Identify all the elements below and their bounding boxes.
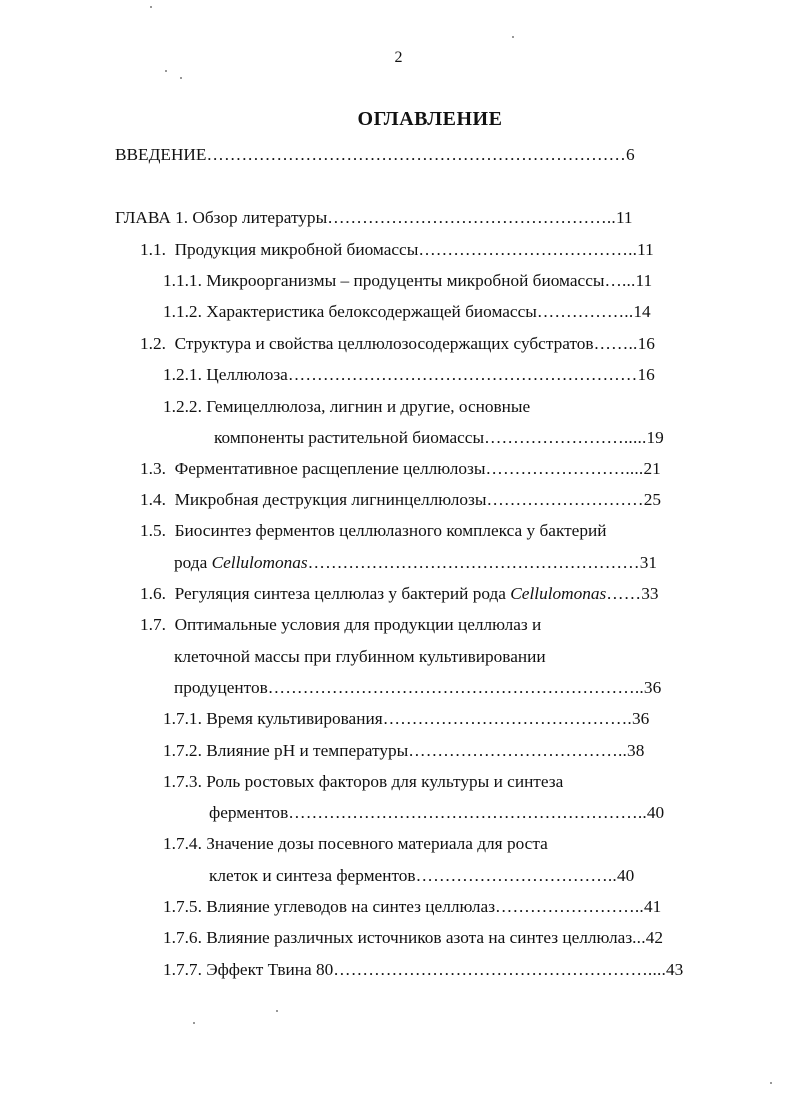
toc-page: 6 — [626, 145, 635, 164]
toc-page: 11 — [635, 271, 653, 290]
toc-entry-text: Структура и свойства целлюлозосодержащих субстратов — [174, 334, 594, 353]
toc-number: 1.2. — [140, 334, 166, 353]
toc-page: 33 — [641, 584, 659, 603]
toc-number: 1.7.3. — [163, 772, 202, 791]
toc-leader: ………………………………………………… — [307, 553, 640, 572]
toc-leader: ……………………………………………………………… — [206, 145, 627, 164]
toc-page: 42 — [645, 928, 663, 947]
toc-number: 1.7.7. — [163, 960, 202, 979]
toc-number: 1.7.4. — [163, 834, 202, 853]
toc-entry-text: Гемицеллюлоза, лигнин и другие, основные — [206, 397, 531, 416]
toc-number: 1.1.2. — [163, 302, 202, 321]
toc-entry-text: Влияние pH и температуры — [206, 741, 409, 760]
toc-entry-text: клеток и синтеза ферментов — [209, 866, 416, 885]
toc-leader: …………………………………………………….. — [288, 803, 647, 822]
toc-leader: …… — [606, 584, 642, 603]
toc-leader: ……………………… — [486, 490, 644, 509]
toc-number: 1.3. — [140, 459, 166, 478]
toc-title: ОГЛАВЛЕНИЕ — [357, 108, 503, 130]
toc-entry-text: Время культивирования — [206, 709, 383, 728]
toc-entry-chapter-1 — [115, 207, 633, 229]
scan-speck — [150, 6, 152, 8]
toc-entry-1-7-4 — [163, 833, 548, 855]
toc-entry-text: клеточной массы при глубинном культивировании — [174, 647, 546, 666]
toc-entry-text: Значение дозы посевного материала для роста — [206, 834, 548, 853]
scan-speck — [193, 1022, 195, 1024]
toc-entry-text: рода — [174, 553, 212, 572]
toc-entry-1-1 — [140, 239, 654, 261]
toc-number: 1.5. — [140, 521, 166, 540]
scan-speck — [180, 77, 182, 79]
toc-leader: …….. — [593, 334, 638, 353]
toc-page: 25 — [643, 490, 662, 509]
toc-number: 1.7.6. — [163, 928, 202, 947]
toc-entry-1-3 — [140, 458, 661, 480]
toc-page: 38 — [627, 741, 645, 760]
toc-entry-text: Регуляция синтеза целлюлаз у бактерий рода — [174, 584, 511, 603]
toc-entry-1-7-5 — [163, 896, 661, 918]
toc-page: 43 — [666, 960, 684, 979]
page-number: 2 — [394, 49, 403, 66]
toc-number: 1.7.5. — [163, 897, 202, 916]
toc-number: 1.7. — [140, 615, 166, 634]
toc-entry-1-7-3-cont — [209, 802, 664, 824]
toc-entry-1-7-6 — [163, 927, 663, 949]
toc-entry-text: Микроорганизмы – продуценты микробной биомассы — [206, 271, 605, 290]
toc-page: 11 — [615, 208, 633, 227]
toc-leader: …………………….... — [485, 459, 644, 478]
toc-page: 36 — [643, 678, 662, 697]
toc-leader: …………………….. — [495, 897, 644, 916]
toc-entry-1-7-7 — [163, 959, 683, 981]
toc-entry-text: Характеристика белоксодержащей биомассы — [206, 302, 537, 321]
toc-entry-1-7 — [140, 614, 541, 636]
toc-entry-text: Продукция микробной биомассы — [174, 240, 419, 259]
toc-entry-text: Оптимальные условия для продукции целлюлаз и — [174, 615, 542, 634]
toc-entry-text: Роль ростовых факторов для культуры и синтеза — [206, 772, 564, 791]
toc-entry-text: Влияние различных источников азота на синтез целлюлаз — [206, 928, 633, 947]
toc-entry-1-5 — [140, 520, 606, 542]
toc-entry-text: продуцентов — [174, 678, 268, 697]
toc-page: 40 — [616, 866, 635, 885]
toc-leader: …………………………………………………… — [287, 365, 638, 384]
toc-entry-text: ферментов — [209, 803, 289, 822]
toc-leader: ……………………………………………………….. — [267, 678, 644, 697]
toc-page: 40 — [646, 803, 665, 822]
toc-page: 19 — [646, 428, 664, 447]
scan-speck — [165, 70, 167, 72]
toc-entry-1-5-cont — [174, 552, 657, 574]
toc-number: 1.2.1. — [163, 365, 202, 384]
toc-leader: …………………………….. — [415, 866, 617, 885]
toc-entry-1-7-3 — [163, 771, 563, 793]
toc-entry-1-6 — [140, 583, 659, 605]
toc-number: 1.7.1. — [163, 709, 202, 728]
toc-entry-text: Целлюлоза — [206, 365, 288, 384]
toc-leader: …... — [604, 271, 636, 290]
toc-entry-1-7-cont-2 — [174, 677, 661, 699]
toc-number: 1.4. — [140, 490, 166, 509]
scan-speck — [512, 36, 514, 38]
toc-leader: ... — [632, 928, 646, 947]
toc-number: 1.2.2. — [163, 397, 202, 416]
toc-page: 11 — [637, 240, 654, 259]
toc-leader: ……………………………….. — [408, 741, 628, 760]
toc-entry-text: ГЛАВА 1. Обзор литературы — [115, 208, 328, 227]
toc-leader: ……………………………….. — [418, 240, 638, 259]
toc-entry-text: Влияние углеводов на синтез целлюлаз — [206, 897, 496, 916]
toc-entry-intro — [115, 144, 635, 166]
toc-leader: ……………………………………………….... — [333, 960, 667, 979]
toc-number: 1.1.1. — [163, 271, 202, 290]
scan-speck — [770, 1082, 772, 1084]
toc-leader: ……………………..... — [484, 428, 647, 447]
toc-leader: ………………………………………….. — [327, 208, 616, 227]
toc-entry-1-2-2-cont — [214, 427, 664, 449]
toc-page: 31 — [639, 553, 658, 572]
toc-leader: …………….. — [536, 302, 634, 321]
toc-entry-text: ВВЕДЕНИЕ — [115, 145, 207, 164]
toc-page: 41 — [643, 897, 662, 916]
toc-entry-1-7-2 — [163, 740, 644, 762]
toc-entry-1-1-1 — [163, 270, 652, 292]
toc-entry-text: Микробная деструкция лигнинцеллюлозы — [174, 490, 487, 509]
toc-page: 14 — [633, 302, 651, 321]
toc-entry-1-2 — [140, 333, 655, 355]
toc-entry-text: компоненты растительной биомассы — [214, 428, 485, 447]
toc-entry-1-2-2 — [163, 396, 530, 418]
toc-entry-text: Ферментативное расщепление целлюлозы — [174, 459, 486, 478]
toc-page: 16 — [637, 334, 655, 353]
scan-speck — [276, 1010, 278, 1012]
toc-page: 36 — [631, 709, 650, 728]
toc-entry-text: Эффект Твина 80 — [206, 960, 334, 979]
toc-number: 1.7.2. — [163, 741, 202, 760]
toc-entry-1-2-1 — [163, 364, 655, 386]
toc-page: 21 — [643, 459, 661, 478]
toc-entry-1-7-4-cont — [209, 865, 634, 887]
toc-entry-1-1-2 — [163, 301, 651, 323]
toc-entry-text: Биосинтез ферментов целлюлазного комплекса у бактерий — [174, 521, 607, 540]
toc-leader: ……………………………………. — [382, 709, 632, 728]
toc-entry-1-7-1 — [163, 708, 649, 730]
toc-page: 16 — [637, 365, 655, 384]
toc-number: 1.6. — [140, 584, 166, 603]
toc-entry-1-4 — [140, 489, 661, 511]
toc-entry-genus: Cellulomonas — [510, 584, 607, 603]
toc-entry-1-7-cont-1 — [174, 646, 546, 668]
toc-number: 1.1. — [140, 240, 166, 259]
toc-entry-genus: Cellulomonas — [211, 553, 308, 572]
